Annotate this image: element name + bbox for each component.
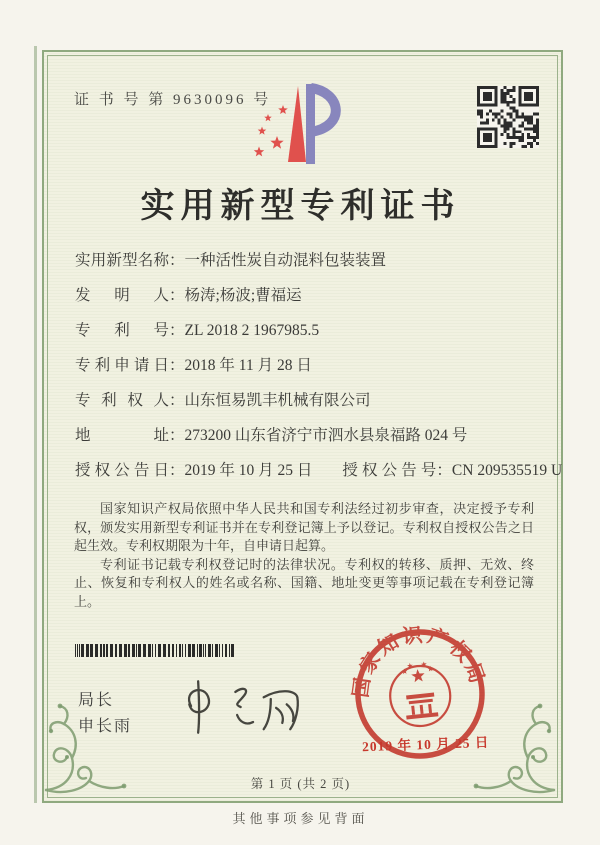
field-list (75, 250, 563, 495)
certificate-title: 实用新型专利证书 (140, 188, 461, 225)
field-row-patentee (75, 390, 537, 412)
colon: ： (169, 287, 185, 304)
field-row-address (75, 425, 537, 447)
cnipa-patent-logo-icon (235, 66, 360, 178)
legal-paragraph-1: 国家知识产权局依照中华人民共和国专利法经过初步审查，决定授予专利权，颁发实用新型专利证书并在专利登记簿上予以登记。专利权自授权公告之日起生效。专利权期限为十年，自申请日起算。 (74, 501, 534, 553)
back-note: 其他事项参见背面 (232, 811, 369, 826)
legal-paragraph-2: 专利证书记载专利权登记时的法律状况。专利权的转移、质押、无效、终止、恢复和专利权人的姓名或名称、国籍、地址变更等事项记载在专利登记簿上。 (74, 556, 534, 609)
barcode-icon (75, 644, 235, 657)
field-row-inventor (75, 285, 537, 307)
field-value: CN 209535519 U (451, 462, 563, 479)
certificate-number: 证 书 号 第 9630096 号 (74, 92, 272, 108)
field-row-patent-number (75, 320, 537, 342)
field-label: 专利申请日 (75, 357, 169, 374)
field-value: ZL 2018 2 1967985.5 (184, 322, 320, 339)
field-value: 杨涛;杨波;曹福运 (184, 287, 302, 304)
field-row-grant (75, 460, 563, 482)
colon: ： (436, 462, 452, 479)
field-label: 授权公告日 (75, 462, 169, 479)
seal-ring-text: 国家知识产权局 (350, 624, 489, 700)
field-label: 授权公告号 (342, 462, 437, 479)
signer-title: 局长 (78, 692, 115, 709)
national-emblem-icon (387, 659, 453, 729)
field-label: 实用新型名称 (75, 252, 169, 269)
field-label: 发明人 (75, 287, 169, 304)
colon: ： (169, 462, 185, 479)
field-value: 一种活性炭自动混料包装装置 (184, 252, 387, 269)
field-label: 专利号 (75, 322, 169, 339)
colon: ： (169, 357, 185, 374)
field-label: 地址 (75, 427, 169, 444)
field-value: 2018 年 11 月 28 日 (184, 357, 312, 374)
scan-edge-shadow (34, 46, 37, 803)
handwritten-signature-icon (168, 676, 308, 738)
field-value: 273200 山东省济宁市泗水县泉福路 024 号 (184, 427, 468, 444)
legal-text (74, 500, 534, 611)
field-row-filing-date (75, 355, 537, 377)
colon: ： (169, 322, 185, 339)
colon: ： (169, 427, 185, 444)
signer-name: 申长雨 (78, 718, 133, 735)
field-row-name (75, 250, 537, 272)
colon: ： (169, 252, 185, 269)
field-value: 2019 年 10 月 25 日 (184, 462, 313, 479)
signer-block (78, 688, 132, 740)
field-label: 专利权人 (75, 392, 169, 409)
seal-date: 2019 年 10 月 25 日 (361, 734, 490, 755)
colon: ： (169, 392, 185, 409)
qr-code-icon (477, 86, 539, 148)
page-number: 第 1 页 (共 2 页) (250, 777, 351, 791)
svg-text:国家知识产权局 (350, 624, 490, 701)
field-value: 山东恒易凯丰机械有限公司 (184, 392, 371, 409)
